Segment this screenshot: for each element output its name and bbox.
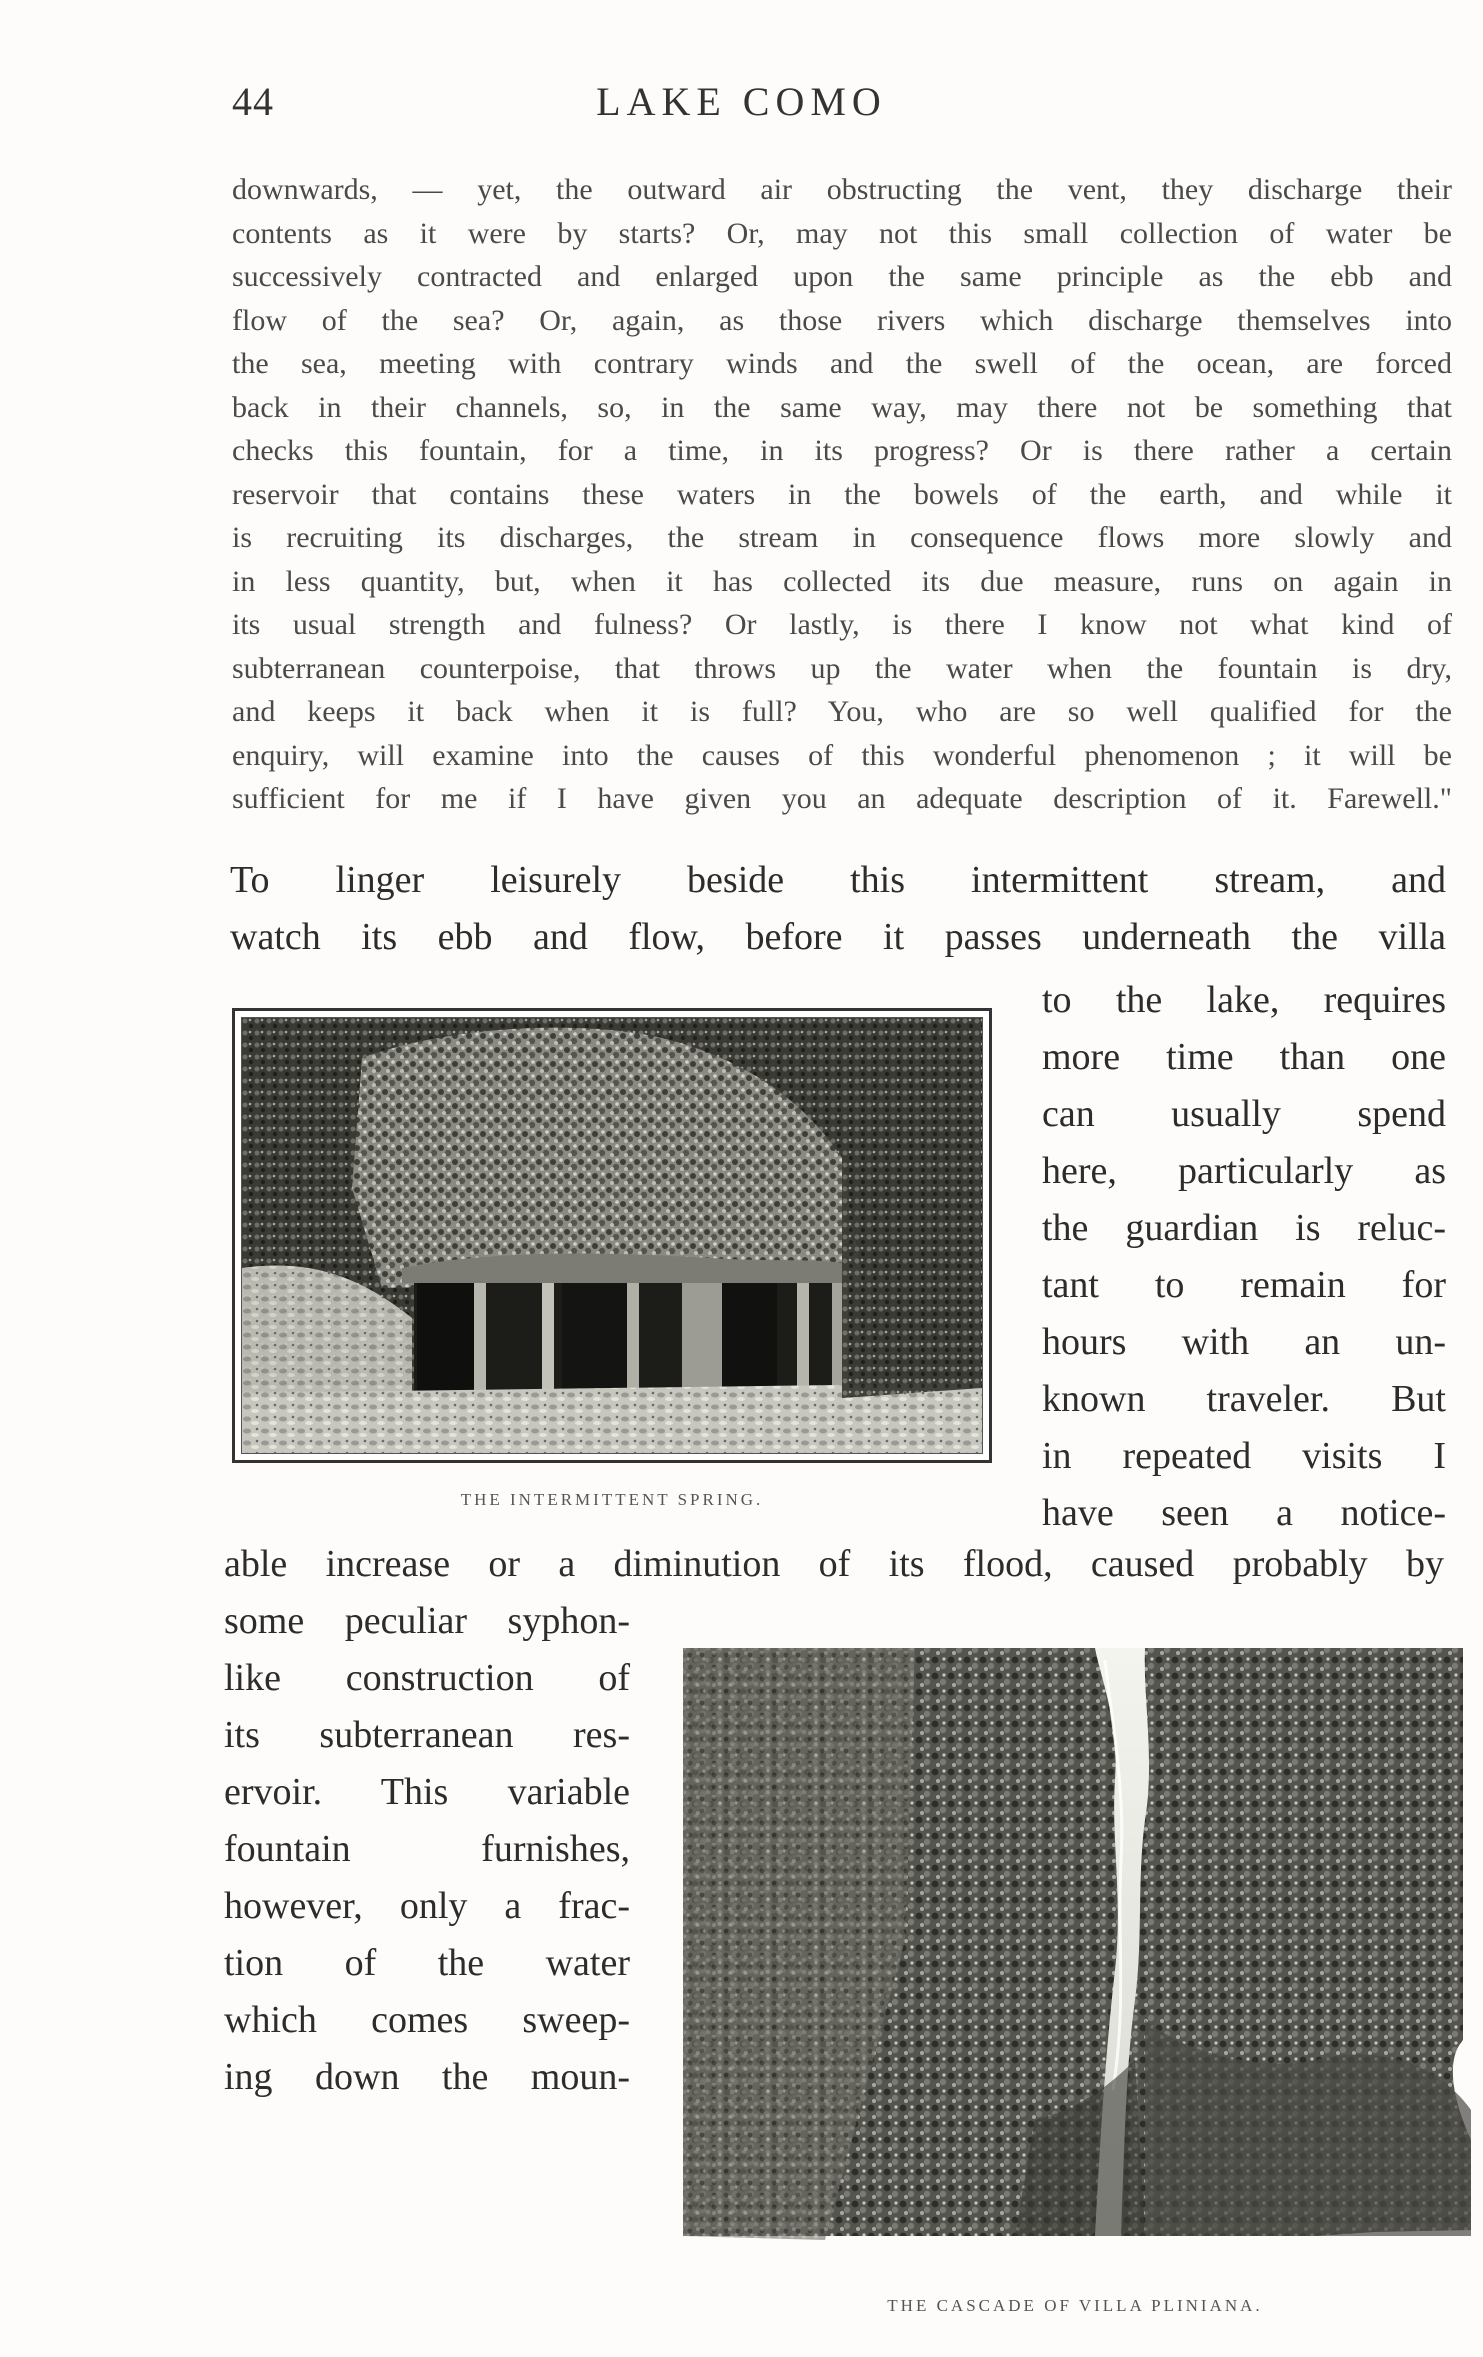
quote-line: the sea, meeting with contrary winds and the swell of the ocean, are forced [232, 347, 1452, 380]
quote-line: and keeps it back when it is full? You, who are so well qualified for the [232, 695, 1452, 728]
cascade-photo [675, 1640, 1475, 2240]
intermittent-spring-illustration [242, 1018, 982, 1453]
quote-line: reservoir that contains these waters in the bowels of the earth, and while it [232, 477, 1452, 511]
body-line: however, only a frac- [224, 1885, 630, 1927]
quote-line: in less quantity, but, when it has collected its due measure, runs on again in [232, 564, 1452, 598]
body-line: which comes sweep- [224, 1999, 630, 2041]
body-line: like construction of [224, 1657, 630, 1699]
body-line: tion of the water [224, 1942, 630, 1984]
quote-line: contents as it were by starts? Or, may not this small collection of water be [232, 216, 1452, 250]
page-number: 44 [232, 79, 274, 124]
body-line: have seen a notice- [1042, 1492, 1446, 1534]
paragraph-1-wrap-left [224, 1593, 630, 2106]
intermittent-spring-photo [232, 1008, 992, 1463]
body-line: hours with an un- [1042, 1321, 1446, 1363]
quote-line: subterranean counterpoise, that throws up the water when the fountain is dry, [232, 651, 1452, 685]
quote-line: sufficient for me if I have given you an adequate description of it. Farewell." [232, 782, 1452, 815]
body-line: here, particularly as [1042, 1150, 1446, 1192]
quote-line: flow of the sea? Or, again, as those rivers which discharge themselves into [232, 303, 1452, 337]
body-line: ing down the moun- [224, 2056, 630, 2098]
page-header [0, 78, 1483, 128]
body-line: can usually spend [1042, 1093, 1446, 1135]
paragraph-1-wrap-column [1042, 972, 1446, 1542]
paragraph-1-opening [230, 852, 1446, 966]
intermittent-spring-caption: THE INTERMITTENT SPRING. [460, 1490, 764, 1509]
quote-line: successively contracted and enlarged upon the same principle as the ebb and [232, 260, 1452, 293]
body-line: known traveler. But [1042, 1378, 1446, 1420]
running-title: LAKE COMO [596, 79, 887, 124]
cascade-illustration [675, 1640, 1475, 2240]
body-line: To linger leisurely beside this intermittent stream, and [230, 859, 1446, 901]
quote-line: enquiry, will examine into the causes of this wonderful phenomenon ; it will be [232, 738, 1452, 772]
body-line: able increase or a diminution of its flood, caused probably by [224, 1543, 1444, 1585]
quote-line: its usual strength and fulness? Or lastly, is there I know not what kind of [232, 608, 1452, 641]
quote-line: back in their channels, so, in the same way, may there not be something that [232, 390, 1452, 424]
quote-line: checks this fountain, for a time, in its progress? Or is there rather a certain [232, 434, 1452, 467]
quote-line: is recruiting its discharges, the stream in consequence flows more slowly and [232, 521, 1452, 554]
quote-line: downwards, — yet, the outward air obstructing the vent, they discharge their [232, 173, 1452, 206]
body-line: more time than one [1042, 1036, 1446, 1078]
body-line: its subterranean res- [224, 1714, 630, 1756]
quoted-letter [232, 168, 1452, 821]
body-line: some peculiar syphon- [224, 1600, 630, 1642]
body-line: to the lake, requires [1042, 979, 1446, 1021]
body-line: watch its ebb and flow, before it passes underneath the villa [230, 916, 1446, 958]
paragraph-1-continuation [224, 1536, 1444, 1593]
body-line: the guardian is reluc- [1042, 1207, 1446, 1249]
cascade-caption: THE CASCADE OF VILLA PLINIANA. [887, 2296, 1263, 2315]
body-line: ervoir. This variable [224, 1771, 630, 1813]
body-line: fountain furnishes, [224, 1828, 630, 1870]
body-line: in repeated visits I [1042, 1435, 1446, 1477]
body-line: tant to remain for [1042, 1264, 1446, 1306]
